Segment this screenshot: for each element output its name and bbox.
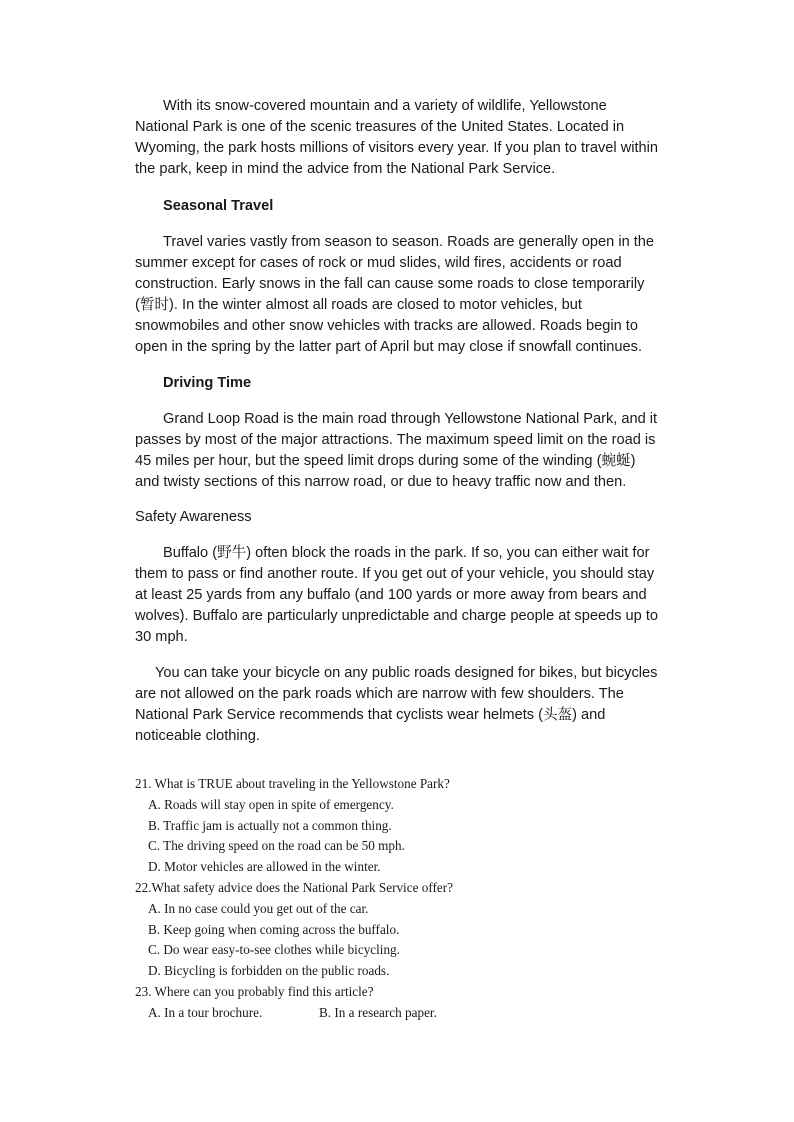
section-heading-safety-awareness: Safety Awareness — [135, 509, 252, 525]
question-21-option-b: B. Traffic jam is actually not a common thing. — [148, 817, 392, 833]
reading-passage — [135, 96, 661, 747]
safety-buffalo-paragraph: Buffalo (野牛) often block the roads in the park. If so, you can either wait for them to pass or find another route. If you get out of your vehicle, you should stay at least 25 yards from any buffalo (and 100 yards or more away from bears and wolves). Buffalo are particularly unpredictable and charge people at speeds up to 30 mph. — [135, 545, 659, 645]
question-21-option-d: D. Motor vehicles are allowed in the winter. — [148, 859, 381, 875]
intro-paragraph: With its snow-covered mountain and a variety of wildlife, Yellowstone National Park is one of the scenic treasures of the United States. Located in Wyoming, the park hosts millions of visitors every year. If you plan to travel within the park, keep in mind the advice from the National Park Service. — [135, 98, 659, 177]
question-22-option-b: B. Keep going when coming across the buffalo. — [148, 921, 400, 937]
question-22-option-c: C. Do wear easy-to-see clothes while bicycling. — [148, 942, 400, 958]
question-22-option-d: D. Bicycling is forbidden on the public roads. — [148, 963, 390, 979]
safety-bicycle-paragraph: You can take your bicycle on any public roads designed for bikes, but bicycles are not allowed on the park roads which are narrow with few shoulders. The National Park Service recommends that cyclists wear helmets (头盔) and noticeable clothing. — [135, 665, 658, 744]
question-22-option-a: A. In no case could you get out of the car. — [148, 900, 369, 916]
question-list — [135, 774, 695, 1024]
seasonal-travel-paragraph: Travel varies vastly from season to season. Roads are generally open in the summer except for cases of rock or mud slides, wild fires, accidents or road construction. Early snows in the fall can cause some roads to close temporarily (暂时). In the winter almost all roads are closed to motor vehicles, but snowmobiles and other snow vehicles with tracks are allowed. Roads begin to open in the spring by the latter part of April but may close if snowfall continues. — [135, 234, 655, 355]
question-23-options-row — [135, 1003, 695, 1024]
question-23-stem: 23. Where can you probably find this article? — [135, 983, 374, 999]
section-heading-driving-time: Driving Time — [163, 375, 252, 391]
question-23-option-b: B. In a research paper. — [319, 1004, 437, 1020]
question-21-stem: 21. What is TRUE about traveling in the Yellowstone Park? — [135, 776, 450, 791]
section-heading-seasonal-travel: Seasonal Travel — [163, 198, 274, 214]
question-21-option-a: A. Roads will stay open in spite of emergency. — [148, 796, 394, 812]
driving-time-paragraph: Grand Loop Road is the main road through Yellowstone National Park, and it passes by most of the major attractions. The maximum speed limit on the road is 45 miles per hour, but the speed limit drops during some of the winding (蜿蜒) and twisty sections of this narrow road, or due to heavy traffic now and then. — [135, 411, 658, 490]
question-23-option-a: A. In a tour brochure. — [148, 1004, 263, 1020]
question-22-stem: 22.What safety advice does the National Park Service offer? — [135, 879, 453, 895]
question-21-option-c: C. The driving speed on the road can be 50 mph. — [148, 838, 405, 854]
